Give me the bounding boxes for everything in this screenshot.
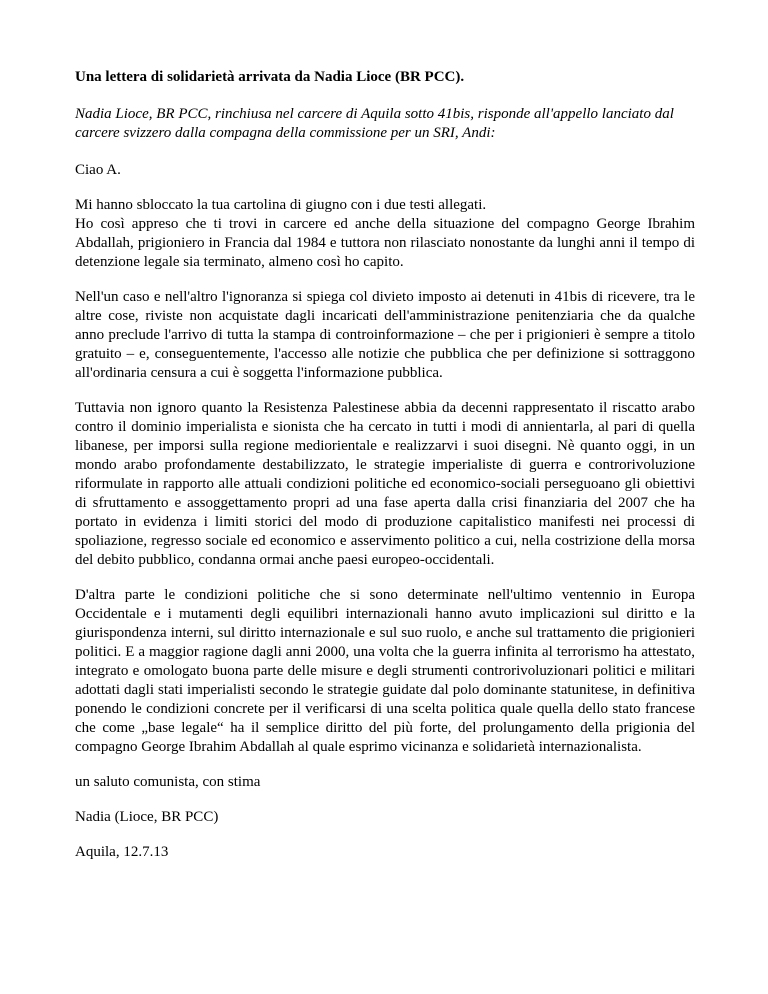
letter-place-date: Aquila, 12.7.13: [75, 844, 169, 860]
letter-paragraph-4: D'altra parte le condizioni politiche che si sono determinate nell'ultimo ventennio in Europa Occidentale e i mutamenti degli equilibri internazionali hanno avuto implicazioni sul diritto e la giurispondenza interni, sul diritto internazionale e sul suo ruolo, e anche sul trattamento die prigionieri politici. E a maggior ragione dagli anni 2000, una volta che la guerra infinita al terrorismo ha attestato, integrato e omologato buona parte delle misure e degli strumenti controrivoluzionari politici e militari adottati dagli stati imperialisti secondo le strategie guidate dal polo dominante statunitese, in definitiva ponendo le condizioni concrete per il verificarsi di una scelta politica quale quella dello stato francese che come „base legale“ ha il semplice diritto del più forte, del prolungamento della prigionia del compagno George Ibrahim Abdallah al quale esprimo vicinanza e solidarietà internazionalista.: [75, 587, 695, 755]
paragraph-1-line-2: Ho così appreso che ti trovi in carcere ed anche della situazione del compagno George Ibrahim Abdallah, prigioniero in Francia dal 1984 e tuttora non rilasciato nonostante da lunghi anni il tempo di detenzione legale sia terminato, almeno così ho capito.: [75, 216, 695, 270]
letter-paragraph-2: Nell'un caso e nell'altro l'ignoranza si spiega col divieto imposto ai detenuti in 41bis di ricevere, tra le altre cose, riviste non acquistate dagli incaricati dell'amministrazione penitenziaria che da qualche anno preclude l'arrivo di tutta la stampa di controinformazione – che per i prigionieri è sempre a titolo gratuito – e, conseguentemente, l'accesso alle notizie che pubblica che per definizione si sottraggono all'ordinaria censura a cui è soggetta l'informazione pubblica.: [75, 289, 695, 381]
letter-title: Una lettera di solidarietà arrivata da Nadia Lioce (BR PCC).: [75, 69, 465, 85]
letter-closing: un saluto comunista, con stima: [75, 774, 261, 790]
paragraph-1-line-1: Mi hanno sbloccato la tua cartolina di giugno con i due testi allegati.: [75, 197, 487, 213]
letter-paragraph-3: Tuttavia non ignoro quanto la Resistenza Palestinese abbia da decenni rappresentato il riscatto arabo contro il dominio imperialista e sionista che ha cercato in tutti i modi di annientarla, al pari di quella libanese, per imporsi sulla regione mediorientale e realizzarvi i suoi disegni. Nè quanto oggi, in un mondo arabo profondamente destabilizzato, le strategie imperialiste di guerra e controrivoluzione riformulate in rapporto alle attuali condizioni politiche ed economico-sociali perseguoano gli obiettivi di sfruttamento e assoggettamento propri ad una fase aperta dalla crisi finanziaria del 2007 che ha portato in evidenza i limiti storici del modo di produzione capitalistico manifesti nei processi di spoliazione, regresso sociale ed economico e asservimento politico a cui, nella costrizione della morsa del debito pubblico, condanna ormai anche paesi europeo-occidentali.: [75, 400, 695, 568]
letter-page: [75, 55, 695, 878]
letter-intro: Nadia Lioce, BR PCC, rinchiusa nel carcere di Aquila sotto 41bis, risponde all'appello lanciato dal carcere svizzero dalla compagna della commissione per un SRI, Andi:: [75, 106, 674, 141]
letter-greeting: Ciao A.: [75, 162, 121, 178]
letter-signature: Nadia (Lioce, BR PCC): [75, 809, 219, 825]
letter-paragraph-1: [75, 196, 695, 272]
